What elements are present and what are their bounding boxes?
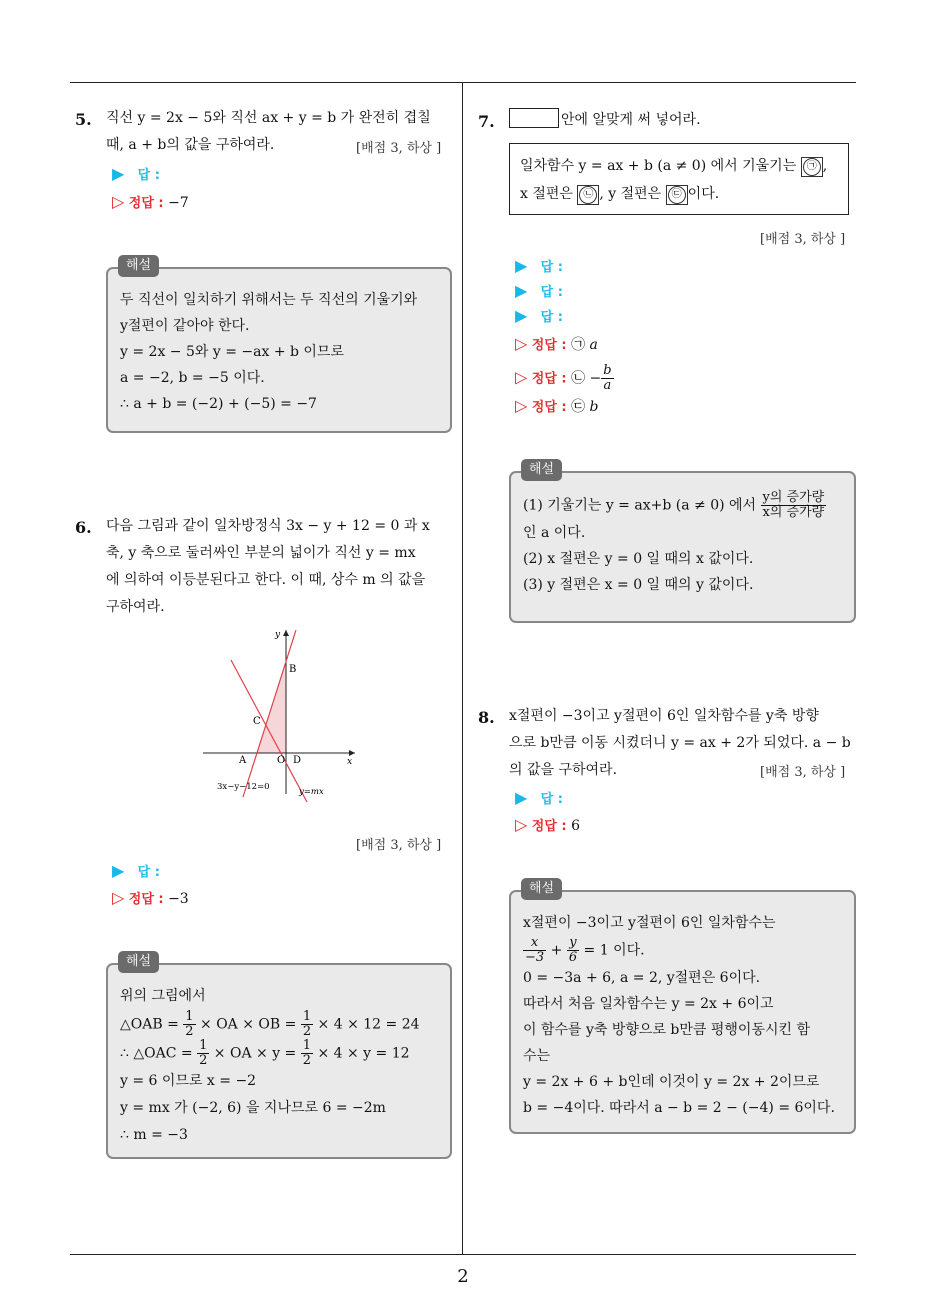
point-o-label: O: [277, 755, 286, 766]
q8-text-line: 의 값을 구하여라.: [509, 762, 618, 778]
frac-den: 6: [568, 950, 578, 965]
answer-marker-icon: ▶: [515, 281, 528, 300]
q6-sol-text: × 4 × y = 12: [313, 1045, 410, 1062]
q8-sol-line: x절편이 −3이고 y절편이 6인 일차함수는: [523, 915, 776, 931]
q8-sol-line: 이 함수를 y축 방향으로 b만큼 평행이동시킨 함: [523, 1022, 811, 1038]
correct-label: 정답 :: [531, 371, 567, 387]
point-c-label: C: [253, 716, 261, 727]
q7-def-line2: [520, 180, 838, 208]
q7-solution-box: [509, 462, 856, 623]
q6-number: 6.: [75, 518, 92, 537]
fraction: [301, 1010, 313, 1039]
blank-2: [577, 185, 599, 205]
column-separator: [462, 82, 463, 1254]
correct-label: 정답 :: [531, 400, 567, 415]
q7-answer-line-2: [515, 281, 563, 303]
q7-sol-line: (3) y 절편은 x = 0 일 때의 y 값이다.: [523, 577, 754, 593]
correct-marker-icon: ▷: [515, 334, 528, 353]
q5-meta: [배점 3, 하상 ]: [356, 141, 442, 156]
q6-sol-text: ∴ △OAC =: [120, 1045, 198, 1062]
q6-sol-line: [120, 1010, 438, 1039]
q8-answer-line: [515, 788, 563, 810]
fraction: [523, 936, 546, 965]
line2-label: y=mx: [299, 787, 324, 797]
q7-def-text: 일차함수 y = ax + b (a ≠ 0) 에서 기울기는: [520, 158, 801, 174]
q7-def-text: ,: [822, 158, 828, 174]
q6-sol-text: × OA × y =: [209, 1045, 301, 1062]
correct-marker-icon: ▷: [515, 367, 528, 387]
q8-meta: [배점 3, 하상 ]: [760, 765, 846, 780]
q7-correct-prefix: −: [589, 370, 602, 387]
page-number: 2: [457, 1266, 469, 1287]
q7-def-line1: [520, 152, 838, 180]
bottom-rule: [70, 1254, 856, 1255]
correct-marker-icon: ▷: [515, 396, 528, 415]
q7-meta: [배점 3, 하상 ]: [760, 232, 846, 247]
q8-number: 8.: [478, 708, 495, 727]
q8-sol-line: 0 = −3a + 6, a = 2, y절편은 6이다.: [523, 970, 761, 986]
q5-correct-value: −7: [168, 195, 189, 211]
q6-sol-line: [120, 1039, 438, 1068]
correct-label: 정답 :: [128, 196, 164, 211]
q5-solution-box: [106, 258, 452, 433]
solution-tag: 해설: [118, 255, 159, 277]
frac-num: 1: [302, 1009, 312, 1024]
answer-label: 답 :: [540, 260, 563, 275]
q6-text-line: 다음 그림과 같이 일차방정식 3x − y + 12 = 0 과 x: [106, 518, 430, 534]
correct-label: 정답 :: [531, 338, 567, 353]
q8-solution-box: [509, 881, 856, 1134]
q7-def-text: , y 절편은: [599, 186, 666, 202]
circle-1-icon: ㉠: [571, 337, 586, 353]
q6-sol-text: × OA × OB =: [195, 1016, 301, 1033]
circle-3-icon: ㉢: [668, 186, 686, 204]
q6-solution-box: [106, 954, 452, 1159]
q7-sol-text: (1) 기울기는 y = ax+b (a ≠ 0) 에서: [523, 497, 761, 514]
q5-sol-line: ∴ a + b = (−2) + (−5) = −7: [120, 396, 317, 412]
axis-x-label: x: [347, 757, 353, 767]
frac-den: −3: [525, 950, 545, 965]
fraction: [567, 936, 579, 965]
q8-sol-line: y = 2x + 6 + b인데 이것이 y = 2x + 2이므로: [523, 1074, 820, 1090]
fraction: [601, 364, 613, 393]
answer-label: 답 :: [137, 865, 160, 880]
q8-sol-line: b = −4이다. 따라서 a − b = 2 − (−4) = 6이다.: [523, 1100, 835, 1116]
q7-text-content: 안에 알맞게 써 넣어라.: [561, 112, 701, 128]
q8-sol-text: = 1 이다.: [579, 942, 645, 959]
correct-label: 정답 :: [128, 892, 164, 907]
q7-correct-line-2: [515, 364, 614, 393]
correct-marker-icon: ▷: [515, 815, 528, 834]
q6-sol-line: y = 6 이므로 x = −2: [120, 1073, 257, 1089]
frac-den: 2: [302, 1024, 312, 1039]
axis-y-label: y: [275, 630, 281, 640]
circle-3-icon: ㉢: [571, 399, 586, 415]
fraction: [761, 491, 827, 520]
frac-num: x: [523, 936, 546, 951]
answer-marker-icon: ▶: [515, 256, 528, 275]
frac-den: a: [603, 378, 612, 393]
q7-sol-line: 인 a 이다.: [523, 525, 586, 541]
circle-1-icon: ㉠: [803, 158, 821, 176]
q7-answer-line-3: [515, 306, 563, 328]
frac-num: 1: [199, 1038, 208, 1053]
line-y-mx: [231, 660, 307, 802]
q6-text-line: 구하여라.: [106, 599, 165, 615]
q6-sol-line: ∴ m = −3: [120, 1127, 188, 1143]
q6-meta: [배점 3, 하상 ]: [356, 838, 442, 853]
q8-sol-line: 따라서 처음 일차함수는 y = 2x + 6이고: [523, 996, 774, 1012]
answer-label: 답 :: [137, 168, 160, 183]
fraction: [301, 1039, 313, 1068]
fraction: [197, 1039, 209, 1068]
q5-text-line2-text: 때, a + b의 값을 구하여라.: [106, 137, 275, 153]
frac-num: 1: [185, 1009, 194, 1024]
frac-den: 2: [302, 1053, 312, 1068]
q7-sol-line: (2) x 절편은 y = 0 일 때의 x 값이다.: [523, 551, 754, 567]
frac-num: y의 증가량: [762, 490, 825, 505]
q5-sol-line: y = 2x − 5와 y = −ax + b 이므로: [120, 344, 344, 360]
q8-correct-line: [515, 815, 580, 837]
q8-sol-line: 수는: [523, 1048, 551, 1064]
frac-den: 2: [185, 1024, 194, 1039]
q8-text-line: 으로 b만큼 이동 시켰더니 y = ax + 2가 되었다. a − b: [509, 735, 851, 751]
correct-marker-icon: ▷: [112, 888, 125, 907]
solution-tag: 해설: [118, 951, 159, 973]
answer-label: 답 :: [540, 310, 563, 325]
point-d-label: D: [293, 755, 302, 766]
q8-correct-value: 6: [571, 818, 580, 834]
frac-num: b: [603, 363, 612, 378]
answer-marker-icon: ▶: [515, 306, 528, 325]
q5-sol-line: y절편이 같아야 한다.: [120, 318, 250, 334]
frac-num: 1: [302, 1038, 312, 1053]
q6-text-line: 축, y 축으로 둘러싸인 부분의 넓이가 직선 y = mx: [106, 545, 416, 561]
q7-blank-box: [509, 108, 559, 128]
q7-def-text: 이다.: [687, 186, 720, 202]
frac-den: x의 증가량: [762, 505, 825, 520]
blank-3: [666, 185, 688, 205]
q6-correct-line: [112, 888, 189, 910]
q5-sol-line: a = −2, b = −5 이다.: [120, 370, 265, 386]
q7-correct-value-3: b: [589, 399, 599, 415]
answer-label: 답 :: [540, 285, 563, 300]
q5-text-line1: 직선 y = 2x − 5와 직선 ax + y = b 가 완전히 겹칠: [106, 110, 431, 126]
q7-definition-box: [509, 143, 849, 215]
solution-tag: 해설: [521, 878, 562, 900]
q5-correct-line: [112, 192, 189, 214]
q6-figure: [195, 622, 365, 802]
q6-correct-value: −3: [168, 891, 189, 907]
circle-2-icon: ㉡: [579, 186, 597, 204]
q7-correct-line-1: [515, 334, 598, 356]
circle-2-icon: ㉡: [571, 370, 586, 387]
q5-sol-line: 두 직선이 일치하기 위해서는 두 직선의 기울기와: [120, 292, 418, 308]
q6-text: [106, 513, 456, 621]
answer-marker-icon: ▶: [112, 861, 125, 880]
q6-sol-text: △OAB =: [120, 1016, 184, 1033]
q6-sol-line: 위의 그림에서: [120, 988, 206, 1004]
q6-sol-text: × 4 × 12 = 24: [313, 1016, 420, 1033]
q7-correct-value-1: a: [589, 337, 598, 353]
fraction: [183, 1010, 195, 1039]
blank-1: [801, 157, 823, 177]
correct-marker-icon: ▷: [112, 192, 125, 211]
point-b-label: B: [289, 664, 297, 675]
q8-sol-line: $\frac{x}{-3}$ + $\frac{y}{6}$ = 1 이다.: [525, 935, 645, 965]
answer-marker-icon: ▶: [112, 164, 125, 183]
frac-num: y: [567, 936, 579, 951]
q7-answer-line-1: [515, 256, 563, 278]
q5-answer-line: [112, 164, 160, 186]
correct-label: 정답 :: [531, 819, 567, 834]
point-a-label: A: [239, 755, 247, 766]
q6-sol-line: y = mx 가 (−2, 6) 을 지나므로 6 = −2m: [120, 1100, 386, 1116]
q7-number: 7.: [478, 112, 495, 131]
q6-answer-line: [112, 861, 160, 883]
q8-text-line: x절편이 −3이고 y절편이 6인 일차함수를 y축 방향: [509, 708, 819, 724]
q5-number: 5.: [75, 110, 92, 129]
top-rule: [70, 82, 856, 83]
q7-text: [509, 107, 859, 134]
frac-den: 2: [199, 1053, 208, 1068]
q7-correct-line-3: [515, 396, 598, 418]
q7-sol-line: [523, 491, 842, 520]
line-3x-y-12: [243, 630, 296, 797]
answer-label: 답 :: [540, 792, 563, 807]
answer-marker-icon: ▶: [515, 788, 528, 807]
line1-label: 3x−y−12=0: [217, 782, 270, 792]
q6-text-line: 에 의하여 이등분된다고 한다. 이 때, 상수 m 의 값을: [106, 572, 426, 588]
q7-def-text: x 절편은: [520, 186, 578, 202]
solution-tag: 해설: [521, 459, 562, 481]
